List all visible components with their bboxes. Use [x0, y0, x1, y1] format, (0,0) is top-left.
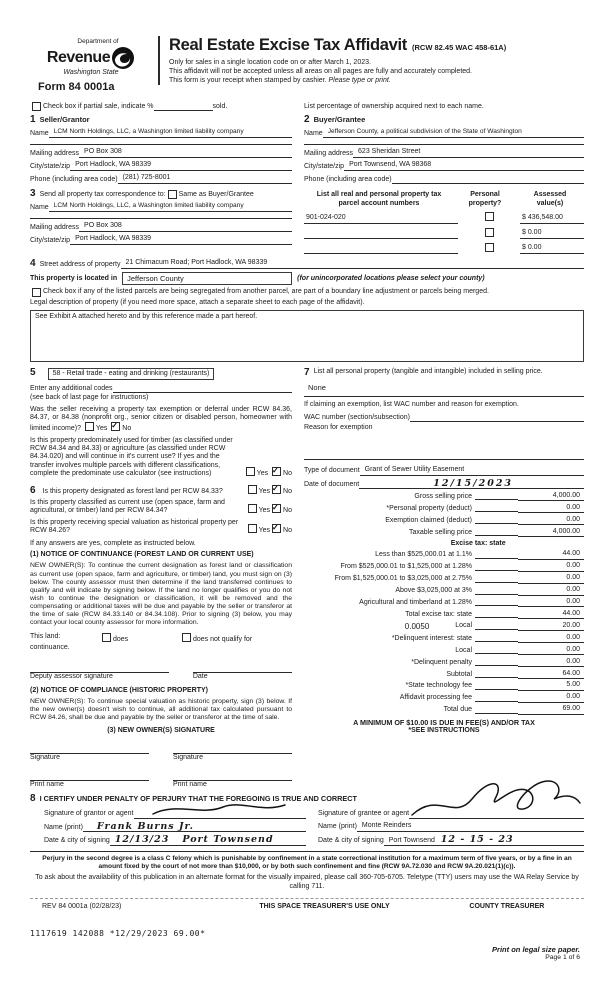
question-exemption-deferral: Was the seller receiving a property tax exemption or deferral under RCW 84.36, 84.37, or 84.38 (nonprofit org., senior citizen or disabled person, homeowner with limited income)? Yes ✓ No — [30, 406, 292, 434]
seller-mailing-field[interactable]: PO Box 308 — [79, 148, 292, 158]
tax-line-value[interactable]: 0.00 — [518, 646, 584, 655]
section-4-number: 4 — [30, 258, 36, 270]
current-use-question-row: Is this property classified as current use (open space, farm and agricultural, or timber) land per RCW 84.34? Yes ✓ No — [30, 499, 292, 516]
section-5 — [30, 368, 292, 380]
tax-line-label: *Delinquent penalty — [411, 658, 472, 666]
county-treasurer-label: COUNTY TREASURER — [469, 902, 545, 910]
reason-exemption-field[interactable] — [304, 459, 584, 460]
section-5-number: 5 — [30, 366, 36, 378]
seller-phone-field[interactable]: (281) 725-8001 — [118, 174, 292, 184]
seller-phone-label: Phone (including area code) — [30, 175, 118, 183]
grantee-signature-label: Signature of grantee or agent — [318, 810, 410, 818]
date-of-document-label: Date of document — [304, 480, 360, 488]
q2-yes-checkbox[interactable] — [246, 467, 255, 476]
grantee-date-label: Date & city of signing — [318, 837, 384, 845]
grantor-date-label: Date & city of signing — [44, 837, 110, 845]
personal-property-checkbox[interactable] — [485, 228, 494, 237]
parcel-col2-header: Personal property? — [468, 191, 502, 207]
grantor-signature-field[interactable] — [134, 809, 306, 819]
new-owner-signature-row — [30, 743, 292, 762]
tax-line-value[interactable]: 0.00 — [518, 658, 584, 667]
personal-property-intro: List all personal property (tangible and intangible) included in selling price. — [313, 367, 543, 375]
personal-property-value[interactable]: None — [308, 382, 326, 392]
tax-line-label: *State technology fee — [405, 682, 472, 690]
excise-tax-state-header: Excise tax: state — [450, 539, 506, 547]
section-8-number: 8 — [30, 792, 36, 804]
tax-line-label: Exemption claimed (deduct) — [385, 516, 472, 524]
footer-row — [30, 898, 584, 911]
tax-line-value[interactable]: 0.00 — [518, 504, 584, 513]
historic-question-row: Is this property receiving special valuation as historical property per RCW 84.26? Yes ✓ No — [30, 519, 292, 536]
tax-line-label: Less than $525,000.01 at 1.1% — [375, 551, 472, 559]
grantor-name-field[interactable]: Frank Burns Jr. — [83, 822, 306, 833]
tax-line-label: Total due — [443, 706, 472, 714]
minimum-due-note: A MINIMUM OF $10.00 IS DUE IN FEE(S) AND/OR TAX — [353, 717, 535, 727]
grantee-signature-scribble — [408, 777, 583, 823]
section-3-number: 3 — [30, 188, 36, 200]
corr-name-field[interactable]: LCM North Holdings, LLC, a Washington limited liability company — [49, 202, 292, 212]
corr-name-label: Name — [30, 203, 49, 211]
owner-signature-label-2: Signature — [173, 754, 203, 762]
personal-property-checkbox[interactable] — [485, 243, 494, 252]
seller-mailing-label: Mailing address — [30, 149, 80, 157]
buyer-name-field[interactable]: Jefferson County, a political subdivision of the State of Washington — [323, 128, 584, 138]
parcel-row — [304, 228, 584, 239]
owner-printname-label-1: Print name — [30, 781, 64, 789]
form-title: Real Estate Excise Tax Affidavit — [169, 36, 408, 54]
local-rate-value: 0.0050 — [404, 621, 430, 631]
current-use-no-checkbox[interactable] — [272, 504, 281, 513]
section-seller — [30, 115, 292, 184]
tax-line-label: Total excise tax: state — [405, 610, 472, 618]
continuance-label: continuance. — [30, 644, 70, 651]
header-note-1: Only for sales in a single location code on or after March 1, 2023. — [169, 58, 371, 66]
owner-printname-field-2[interactable] — [173, 770, 292, 781]
header-note-3: This form is your receipt when stamped by cashier. Please type or print. — [169, 76, 391, 84]
grantor-signature-label: Signature of grantor or agent — [44, 810, 134, 818]
parcel-row — [304, 212, 584, 223]
cashier-stamp: 1117619 142088 *12/29/2023 69.00* — [30, 929, 206, 939]
question-predominate-use: Is this property predominately used for timber (as classified under RCW 84.34 and 84.33) or agriculture (as classified under RCW 84.34.020) and will continue in it's current use? If yes and the transfer involves multiple parcels with different classifications, complete the predominate use calculator (see instructions) Yes ✓ No — [30, 437, 292, 479]
tax-line-label: Gross selling price — [414, 493, 472, 500]
section-correspondence — [30, 189, 292, 254]
section-2-number: 2 — [304, 114, 310, 126]
rev-number: REV 84 0001a (02/28/23) — [42, 902, 122, 910]
grantor-signature-scribble — [149, 799, 289, 819]
section-buyer — [304, 115, 584, 184]
additional-codes-field[interactable] — [113, 383, 293, 393]
tax-line-label: Taxable selling price — [408, 528, 472, 536]
buyer-phone-field[interactable] — [392, 174, 584, 184]
new-owners-signature-title: (3) NEW OWNER(S) SIGNATURE — [107, 726, 215, 734]
forest-land-question: Is this property designated as forest land per RCW 84.33? — [42, 487, 223, 495]
historic-question: Is this property receiving special valuation as historical property per RCW 84.26? — [30, 518, 239, 535]
header-note-2: This affidavit will not be accepted unless all areas on all pages are fully and accurately completed. — [169, 67, 472, 75]
q2-no-checkbox[interactable] — [272, 467, 281, 476]
deputy-assessor-row — [30, 662, 292, 681]
corr-city-field[interactable]: Port Hadlock, WA 98339 — [70, 235, 292, 245]
grantee-date-field[interactable]: Port Townsend 12 - 15 - 23 — [384, 835, 584, 846]
revenue-wordmark: Revenue — [46, 49, 111, 67]
tax-line-label: Local — [455, 646, 472, 654]
section-6-number: 6 — [30, 485, 36, 497]
seller-city-label: City/state/zip — [30, 162, 71, 170]
historic-yes-checkbox[interactable] — [248, 524, 257, 533]
page-number: Page 1 of 6 — [545, 953, 580, 961]
owner-signature-label-1: Signature — [30, 754, 60, 762]
q1-no-checkbox[interactable] — [111, 422, 120, 431]
tax-line-value[interactable]: 44.00 — [518, 550, 584, 559]
see-instructions-note: *SEE INSTRUCTIONS — [408, 727, 480, 735]
tax-line-label: 0.0050 Local — [404, 621, 472, 631]
legal-description-label: Legal description of property (if you need more space, attach a separate sheet to each page of the affidavit). — [30, 299, 365, 307]
notice-continuance-body: NEW OWNER(S): To continue the current designation as forest land or classification as current use (open space, farm and agriculture, or timber) land, you must sign on (3) below. The county assessor must then determine if the land transferred continues to qualify and will indicate by signing below. If the land no longer qualifies or you do not wish to continue the designation or classification, it will be removed and the compensating or additional taxes will be due and payable by the seller or transferor at the time of sale (RCW 84.33.140 or 84.34.108). Prior to signing (3) below, you may contact your local county assessor for more information. — [30, 562, 292, 627]
tax-line-value[interactable]: 0.00 — [518, 693, 584, 702]
current-use-question: Is this property classified as current use (open space, farm and agricultural, or timber) land per RCW 84.34? — [30, 499, 225, 515]
tax-line-value[interactable]: 5.00 — [518, 681, 584, 690]
section-7 — [304, 368, 584, 378]
section-7-number: 7 — [304, 366, 310, 378]
county-select[interactable]: Jefferson County — [122, 272, 292, 285]
wac-number-field[interactable] — [410, 412, 584, 422]
type-of-document-field[interactable]: Grant of Sewer Utility Easement — [360, 466, 584, 476]
tax-line-label: From $525,000.01 to $1,525,000 at 1.28% — [340, 563, 472, 571]
ownership-note: List percentage of ownership acquired next to each name. — [304, 102, 484, 110]
this-land-row: This land: does does not qualify for — [30, 632, 253, 643]
form-title-rcw: (RCW 82.45 WAC 458-61A) — [412, 43, 507, 52]
tax-line-value[interactable]: 4,000.00 — [518, 528, 584, 537]
does-not-qualify-checkbox[interactable] — [182, 633, 191, 642]
current-use-yes-checkbox[interactable] — [248, 504, 257, 513]
perjury-statement: Perjury in the second degree is a class C felony which is punishable by confinement in a state correctional institution for a maximum term of five years, or by a fine in an amount fixed by the court of not more than $10,000, or by both such confinement and fine (RCW 9A.72.030 and RCW 9A.20.021(1)(c)). — [42, 854, 572, 871]
notice-compliance-body: NEW OWNER(S): To continue special valuation as historic property, sign (3) below. If the new owner(s) doesn't wish to continue, all additional tax calculated pursuant to RCW 84.26, shall be due and payable by the seller or transferor at the time of sale. — [30, 698, 292, 722]
date-of-document-field[interactable]: 12/15/2023 — [359, 479, 584, 490]
tax-line-value[interactable]: 4,000.00 — [518, 492, 584, 501]
certify-statement: I CERTIFY UNDER PENALTY OF PERJURY THAT THE FOREGOING IS TRUE AND CORRECT — [39, 793, 357, 803]
tax-line-value[interactable]: 69.00 — [518, 705, 584, 714]
q1-yes-checkbox[interactable] — [85, 422, 94, 431]
parcel-number-field[interactable]: 901-024-020 — [304, 214, 458, 224]
agency-block — [30, 36, 152, 94]
seller-name-field[interactable]: LCM North Holdings, LLC, a Washington limited liability company — [49, 128, 292, 138]
deputy-date-label: Date — [192, 673, 208, 681]
buyer-city-label: City/state/zip — [304, 162, 345, 170]
this-land-label: This land: — [30, 632, 61, 640]
land-use-code-select[interactable]: 58 - Retail trade - eating and drinking (restaurants) — [48, 368, 215, 380]
owner-signature-field-1[interactable] — [30, 743, 149, 754]
buyer-mailing-label: Mailing address — [304, 149, 354, 157]
parcel-col1-header: List all real and personal property tax parcel account numbers — [316, 191, 442, 207]
section-certify — [30, 794, 584, 846]
tax-line-value[interactable]: 0.00 — [518, 516, 584, 525]
assessed-value-field[interactable]: $ 0.00 — [520, 244, 584, 254]
dept-of-label: Department of — [77, 38, 119, 45]
same-as-buyer-checkbox[interactable] — [168, 190, 177, 199]
corr-mailing-field[interactable]: PO Box 308 — [79, 222, 292, 232]
buyer-city-field[interactable]: Port Townsend, WA 98368 — [344, 161, 584, 171]
seller-city-field[interactable]: Port Hadlock, WA 98339 — [70, 161, 292, 171]
partial-sale-percent-field[interactable] — [154, 101, 213, 111]
parcel-number-field[interactable] — [304, 229, 458, 239]
seller-title: Seller/Grantor — [39, 115, 90, 125]
form-number: Form 84 0001a — [38, 81, 115, 94]
partial-sale-checkbox[interactable] — [32, 102, 41, 111]
segregated-label: Check box if any of the listed parcels are being segregated from another parcel, are part of a boundary line adjustment or parcels being merged. — [43, 288, 489, 296]
divider — [30, 851, 584, 852]
parcel-table — [304, 189, 584, 254]
assessed-value-field[interactable]: $ 436,548.00 — [520, 214, 584, 224]
tax-line-value[interactable]: 0.00 — [518, 562, 584, 571]
does-qualify-checkbox[interactable] — [102, 633, 111, 642]
tax-line-value[interactable]: 0.00 — [518, 586, 584, 595]
grantor-date-field[interactable]: 12/13/23 Port Townsend — [110, 835, 306, 846]
legal-description-box[interactable]: See Exhibit A attached hereto and by this reference made a part hereof. — [30, 310, 584, 362]
partial-sale-suffix: sold. — [212, 102, 228, 110]
owner-printname-field-1[interactable] — [30, 770, 149, 781]
parcel-col3-header: Assessed value(s) — [533, 191, 567, 207]
buyer-name-label: Name — [304, 129, 323, 137]
tax-line-value[interactable]: 44.00 — [518, 610, 584, 619]
tax-line-value[interactable]: 20.00 — [518, 622, 584, 631]
buyer-phone-label: Phone (including area code) — [304, 175, 392, 183]
grantee-name-field[interactable]: Monte Reinders — [357, 822, 584, 832]
buyer-mailing-field[interactable]: 623 Sheridan Street — [353, 148, 584, 158]
parcel-row — [304, 243, 584, 254]
section-1-number: 1 — [30, 114, 36, 126]
tax-line-label: Subtotal — [446, 670, 472, 678]
title-block — [158, 36, 584, 85]
section-property — [30, 259, 584, 361]
codes-instructions-note: (see back of last page for instructions) — [30, 394, 149, 402]
print-legal-note: Print on legal size paper. — [492, 944, 580, 954]
segregated-checkbox[interactable] — [32, 288, 41, 297]
section-6: 6 Is this property designated as forest land per RCW 84.33? Yes ✓ No — [30, 485, 292, 496]
corr-mailing-label: Mailing address — [30, 223, 80, 231]
tax-line-label: *Delinquent interest: state — [391, 634, 472, 642]
deputy-signature-field[interactable] — [30, 662, 169, 673]
tax-line-value[interactable]: 64.00 — [518, 670, 584, 679]
personal-property-checkbox[interactable] — [485, 212, 494, 221]
type-of-document-label: Type of document — [304, 467, 360, 475]
grantee-name-label: Name (print) — [318, 823, 357, 831]
located-in-label: This property is located in — [30, 274, 118, 282]
located-in-note: (for unincorporated locations please select your county) — [297, 274, 485, 282]
owner-signature-field-2[interactable] — [173, 743, 292, 754]
correspondence-title: Send all property tax correspondence to: — [39, 190, 166, 198]
reason-exemption-label: Reason for exemption — [304, 424, 373, 432]
parcel-number-field[interactable] — [304, 244, 458, 254]
grantor-name-label: Name (print) — [44, 823, 83, 831]
assessed-value-field[interactable]: $ 0.00 — [520, 229, 584, 239]
tax-line-value[interactable]: 0.00 — [518, 598, 584, 607]
tax-line-label: Agricultural and timberland at 1.28% — [359, 599, 472, 607]
treasurer-space-label: THIS SPACE TREASURER'S USE ONLY — [259, 902, 390, 910]
new-owner-printname-row — [30, 770, 292, 789]
wac-number-label: WAC number (section/subsection) — [304, 413, 410, 421]
deputy-date-field[interactable] — [193, 662, 292, 673]
additional-codes-label: Enter any additional codes — [30, 384, 113, 392]
notice-compliance-title: (2) NOTICE OF COMPLIANCE (HISTORIC PROPERTY) — [30, 686, 208, 694]
historic-no-checkbox[interactable] — [272, 524, 281, 533]
forest-yes-checkbox[interactable] — [248, 485, 257, 494]
tax-line-value[interactable]: 0.00 — [518, 634, 584, 643]
deputy-signature-label: Deputy assessor signature — [30, 673, 113, 681]
seller-name-label: Name — [30, 129, 49, 137]
tax-line-label: Above $3,025,000 at 3% — [395, 587, 472, 595]
form-header — [30, 36, 584, 94]
forest-no-checkbox[interactable] — [272, 485, 281, 494]
tax-computation — [304, 492, 584, 715]
notice-continuance-title: (1) NOTICE OF CONTINUANCE (FOREST LAND OR CURRENT USE) — [30, 550, 254, 558]
dor-swirl-logo-icon — [111, 46, 135, 70]
buyer-title: Buyer/Grantee — [313, 115, 366, 125]
accessibility-statement: To ask about the availability of this publication in an alternate format for the visually impaired, please call 360-705-6705. Teletype (TTY) users may use the WA Relay Service by calling 711. — [35, 874, 579, 891]
tax-line-label: *Personal property (deduct) — [386, 504, 472, 512]
tax-line-label: Affidavit processing fee — [399, 694, 472, 702]
partial-sale-label: Check box if partial sale, indicate % — [43, 102, 154, 110]
same-as-buyer-label: Same as Buyer/Grantee — [178, 190, 254, 198]
street-address-field[interactable]: 21 Chimacum Road; Port Hadlock, WA 98339 — [121, 259, 585, 269]
tax-line-label: From $1,525,000.01 to $3,025,000 at 2.75% — [334, 575, 472, 583]
exemption-note: If claiming an exemption, list WAC number and reason for exemption. — [304, 400, 519, 408]
grantee-signature-field[interactable] — [409, 809, 584, 819]
corr-city-label: City/state/zip — [30, 236, 71, 244]
tax-line-value[interactable]: 0.00 — [518, 574, 584, 583]
if-yes-note: If any answers are yes, complete as instructed below. — [30, 539, 196, 547]
washington-state-label: Washington State — [63, 68, 119, 76]
owner-printname-label-2: Print name — [173, 781, 207, 789]
street-address-label: Street address of property — [39, 260, 121, 268]
